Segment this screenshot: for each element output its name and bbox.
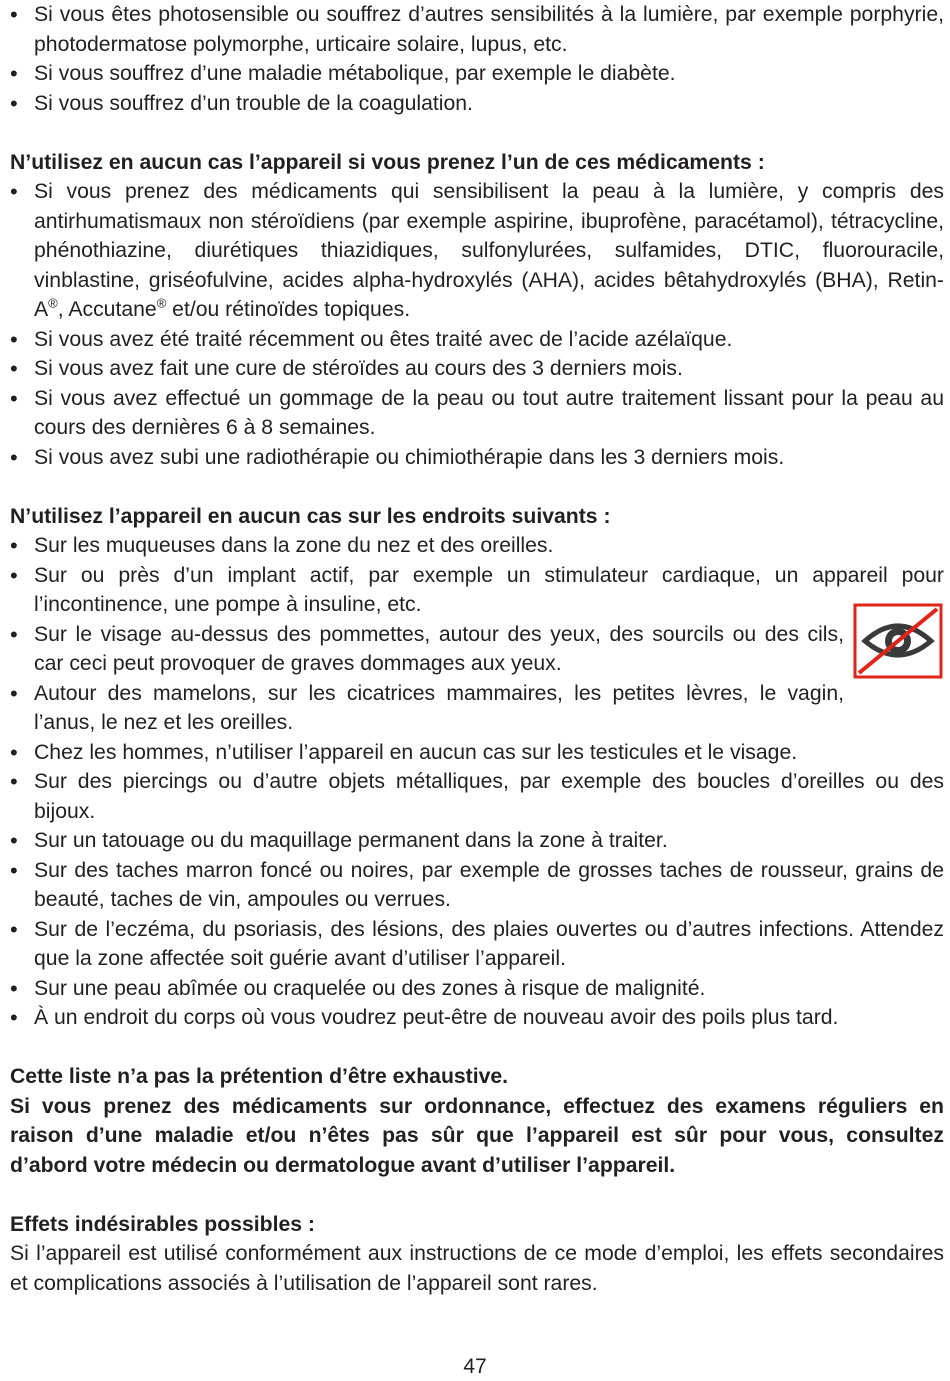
- list-item: • Si vous avez été traité récemment ou êtes traité avec de l’acide azélaïque.: [10, 325, 944, 355]
- list-item: • Si vous avez subi une radiothérapie ou chimiothérapie dans les 3 derniers mois.: [10, 443, 944, 473]
- list-item: • Si vous souffrez d’un trouble de la coagulation.: [10, 89, 944, 119]
- notice-consult-doctor: Si vous prenez des médicaments sur ordonnance, effectuez des examens réguliers en raison d’une maladie et/ou n’êtes pas sûr que l’appareil est sûr pour vous, consultez d’abord votre médecin ou dermatologue avant d’utiliser l’appareil.: [10, 1094, 944, 1177]
- medications-text: , Accutane: [57, 298, 157, 321]
- list-item: • Si vous avez effectué un gommage de la peau ou tout autre traitement lissant pour la peau au cours des dernières 6 à 8 semaines.: [10, 384, 944, 443]
- registered-mark: ®: [48, 295, 58, 311]
- page-number: 47: [463, 1355, 487, 1378]
- list-item: • Sur un tatouage ou du maquillage permanent dans la zone à traiter.: [10, 826, 944, 856]
- areas-list: [10, 531, 944, 1033]
- side-effects-heading: Effets indésirables possibles :: [10, 1212, 315, 1236]
- medications-text: et/ou rétinoïdes topiques.: [166, 298, 411, 321]
- medications-list: [10, 177, 944, 472]
- list-item: • Sur de l’eczéma, du psoriasis, des lésions, des plaies ouvertes ou d’autres infections. Attendez que la zone affectée soit guérie avant d’utiliser l’appareil.: [10, 915, 944, 974]
- list-item: • Si vous êtes photosensible ou souffrez d’autres sensibilités à la lumière, par exemple porphyrie, photodermatose polymorphe, urticaire solaire, lupus, etc.: [10, 0, 944, 59]
- list-item: • Sur le visage au-dessus des pommettes, autour des yeux, des sourcils ou des cils, car ceci peut provoquer de graves dommages aux yeux.: [10, 620, 944, 679]
- list-item: • Sur des piercings ou d’autre objets métalliques, par exemple des boucles d’oreilles ou des bijoux.: [10, 767, 944, 826]
- list-item: • Sur les muqueuses dans la zone du nez et des oreilles.: [10, 531, 944, 561]
- list-item: • Autour des mamelons, sur les cicatrices mammaires, les petites lèvres, le vagin, l’anus, le nez et les oreilles.: [10, 679, 944, 738]
- list-item: • Sur ou près d’un implant actif, par exemple un stimulateur cardiaque, un appareil pour l’incontinence, une pompe à insuline, etc.: [10, 561, 944, 620]
- no-eye-contact-icon: [853, 603, 943, 679]
- list-item: [10, 177, 944, 325]
- areas-heading: N’utilisez l’appareil en aucun cas sur les endroits suivants :: [10, 504, 611, 528]
- notice-exhaustive: Cette liste n’a pas la prétention d’être exhaustive.: [10, 1065, 509, 1088]
- medications-heading: N’utilisez en aucun cas l’appareil si vous prenez l’un de ces médicaments :: [10, 150, 765, 174]
- registered-mark: ®: [156, 295, 167, 311]
- document-page: [10, 0, 944, 1298]
- intro-list: [10, 0, 944, 118]
- list-item: • À un endroit du corps où vous voudrez peut-être de nouveau avoir des poils plus tard.: [10, 1003, 944, 1033]
- list-item: • Si vous souffrez d’une maladie métabolique, par exemple le diabète.: [10, 59, 944, 89]
- side-effects-text: Si l’appareil est utilisé conformément aux instructions de ce mode d’emploi, les effets secondaires et complications associés à l’utilisation de l’appareil sont rares.: [10, 1242, 944, 1295]
- list-item: • Si vous avez fait une cure de stéroïdes au cours des 3 derniers mois.: [10, 354, 944, 384]
- list-item: • Chez les hommes, n’utiliser l’appareil en aucun cas sur les testicules et le visage.: [10, 738, 944, 768]
- medications-text: Si vous prenez des médicaments qui sensibilisent la peau à la lumière, y compris des antirhumatismaux non stéroïdiens (par exemple aspirine, ibuprofène, paracétamol), tétracycline, phénothiazine, diurétiques thiazidiques, sulfonylurées, sulfamides, DTIC, fluorouracile, vinblastine, griséofulvine, acides alpha-hydroxylés (AHA), acides bêtahydroxylés (BHA), Retin-A: [34, 180, 944, 321]
- list-item: • Sur une peau abîmée ou craquelée ou des zones à risque de malignité.: [10, 974, 944, 1004]
- list-item: • Sur des taches marron foncé ou noires, par exemple de grosses taches de rousseur, grains de beauté, taches de vin, ampoules ou verrues.: [10, 856, 944, 915]
